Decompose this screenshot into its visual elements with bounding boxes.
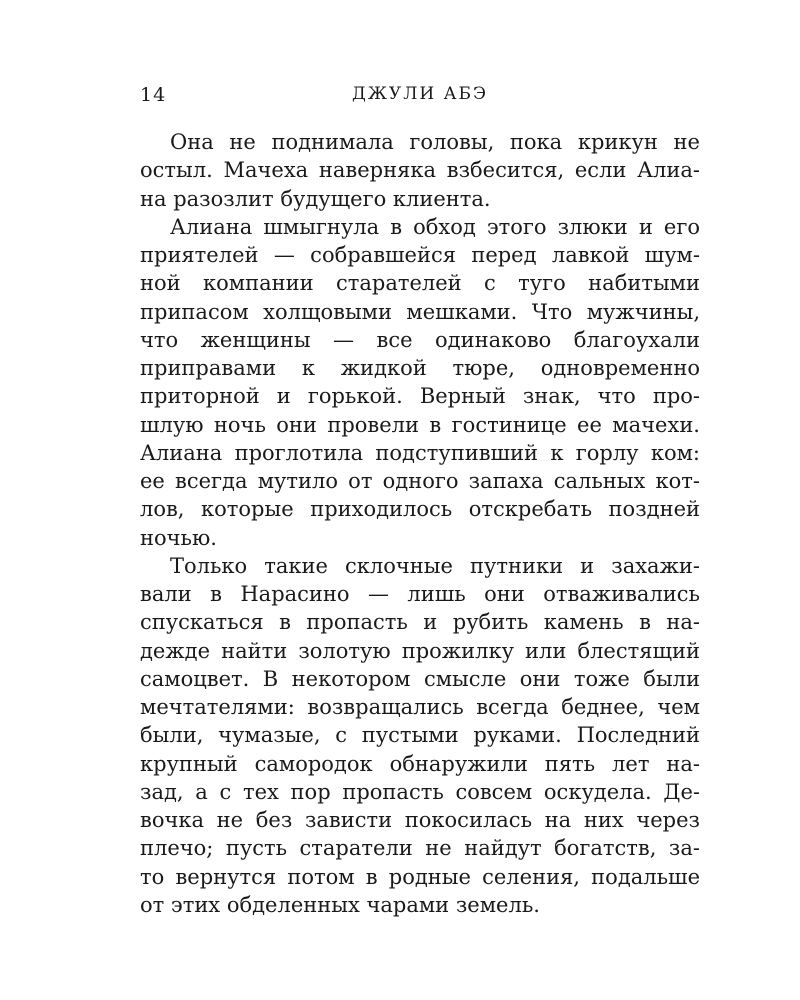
page-number: 14: [140, 84, 167, 106]
text-line: на разозлит будущего клиента.: [140, 186, 491, 211]
text-line: вочка не без зависти покосилась на них через: [140, 808, 700, 832]
text-line: мечтателями: возвращались всегда беднее, чем: [140, 695, 700, 719]
text-line: Алиана шмыгнула в обход этого злюки и его: [170, 214, 700, 239]
running-head: [140, 84, 700, 108]
text-line: зад, а с тех пор пропасть совсем оскудела. Де-: [140, 779, 700, 804]
text-line: приторной и горькой. Верный знак, что про-: [140, 384, 700, 409]
text-line: ночью.: [140, 525, 217, 550]
text-line: приятелей — собравшейся перед лавкой шум-: [140, 243, 700, 267]
text-line: лов, которые приходилось отскребать поздней: [140, 497, 700, 522]
text-line: приправами к жидкой тюре, одновременно: [140, 356, 700, 380]
text-line: от этих обделенных чарами земель.: [140, 892, 540, 917]
text-line: шлую ночь они провели в гостинице ее мачехи.: [140, 412, 700, 437]
body-text: [140, 128, 700, 919]
text-line: что женщины — все одинаково благоухали: [140, 327, 700, 352]
text-line: дежде найти золотую прожилку или блестящий: [140, 638, 700, 663]
paragraph: [140, 128, 700, 213]
text-line: вали в Нарасино — лишь они отваживались: [140, 582, 700, 606]
text-line: были, чумазые, с пустыми руками. Последний: [140, 723, 700, 748]
text-line: остыл. Мачеха наверняка взбесится, если Алиа-: [140, 158, 700, 183]
text-line: Только такие склочные путники и захажи-: [170, 553, 700, 578]
text-line: ной компании старателей с туго набитыми: [140, 271, 700, 296]
text-line: спускаться в пропасть и рубить камень в на-: [140, 610, 700, 635]
paragraph: [140, 213, 700, 552]
text-line: припасом холщовыми мешками. Что мужчины,: [140, 299, 700, 324]
text-line: самоцвет. В некотором смысле они тоже были: [140, 666, 700, 691]
paragraph: [140, 552, 700, 919]
text-line: плечо; пусть старатели не найдут богатств, за-: [140, 836, 700, 861]
book-author: ДЖУЛИ АБЭ: [352, 84, 488, 104]
text-line: то вернутся потом в родные селения, подальше: [140, 864, 700, 889]
text-line: Алиана проглотила подступивший к горлу ком:: [140, 440, 700, 465]
text-line: крупный самородок обнаружили пять лет на-: [140, 751, 700, 776]
text-line: Она не поднимала головы, пока крикун не: [170, 130, 700, 154]
text-line: ее всегда мутило от одного запаха сальных кот-: [140, 469, 700, 493]
